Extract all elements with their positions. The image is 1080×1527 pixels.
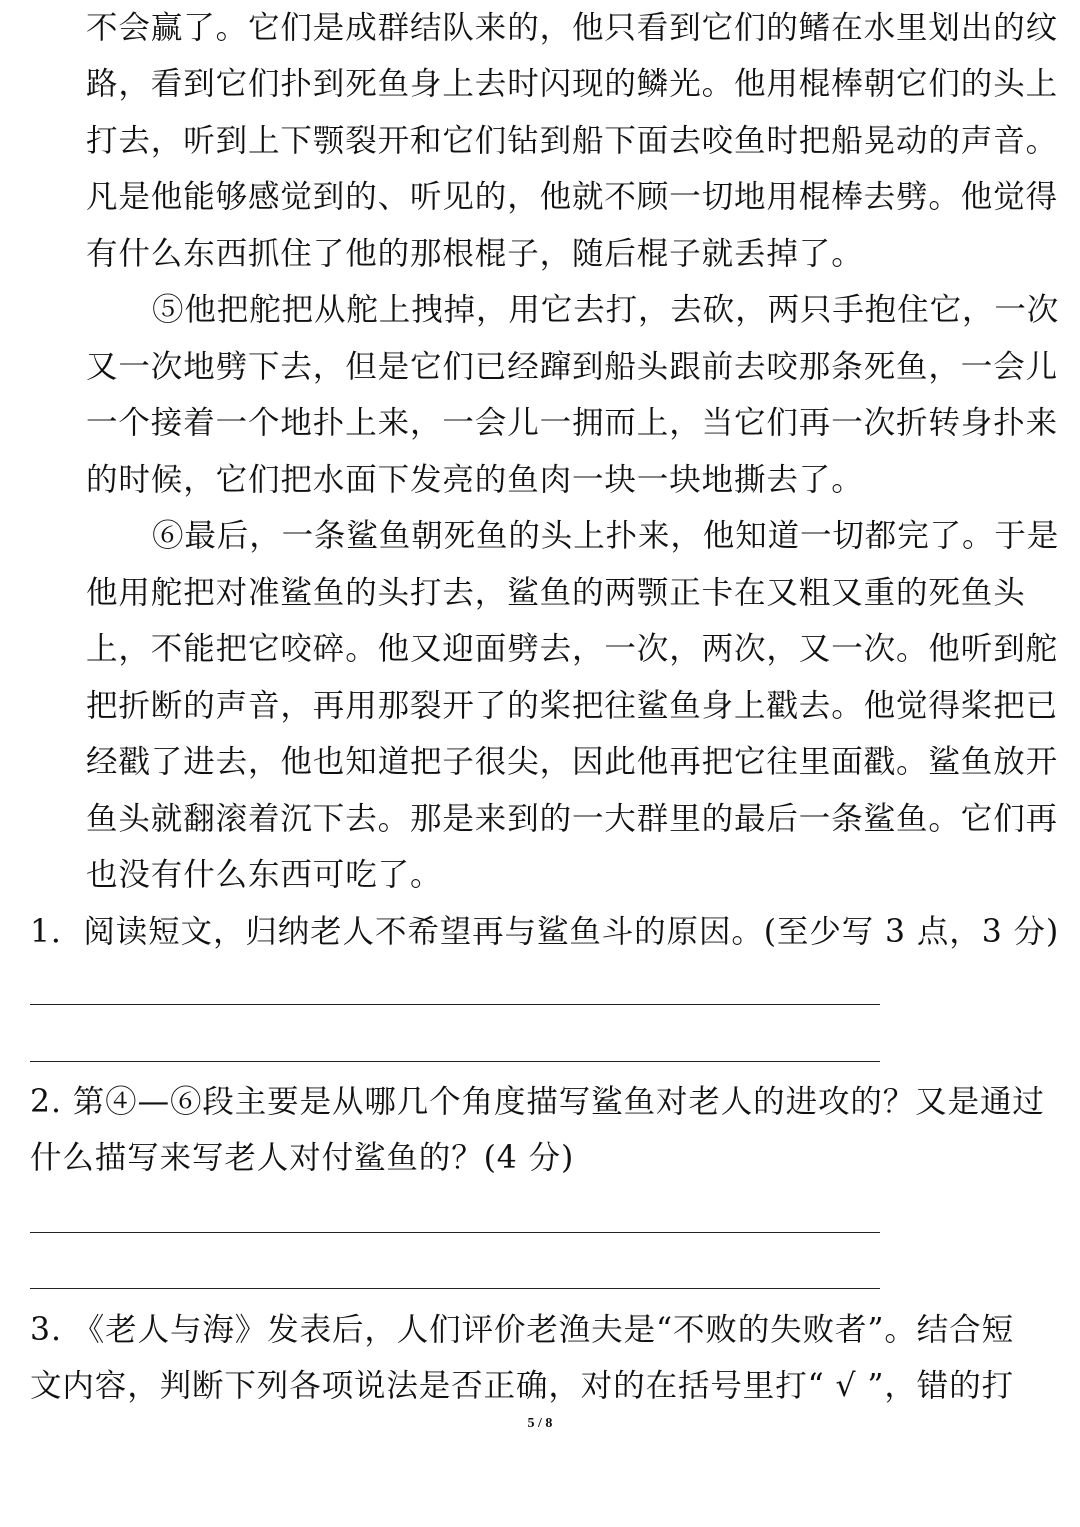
question-2-text: 2. 第④—⑥段主要是从哪几个角度描写鲨鱼对老人的进攻的？又是通过 [30,1084,1045,1120]
passage-line: 也没有什么东西可吃了。 [86,857,443,893]
passage-line: 不会赢了。它们是成群结队来的，他只看到它们的鳍在水里划出的纹 [86,10,1059,46]
page-number: 5 / 8 [527,1416,553,1431]
passage-line: 一个接着一个地扑上来，一会儿一拥而上，当它们再一次折转身扑来 [86,405,1059,441]
passage-line: 凡是他能够感觉到的、听见的，他就不顾一切地用棍棒去劈。他觉得 [86,179,1059,215]
passage-line: 把折断的声音，再用那裂开了的桨把往鲨鱼身上戳去。他觉得桨把已 [86,688,1059,724]
answer-line[interactable] [30,1004,880,1005]
passage-line: 又一次地劈下去，但是它们已经蹿到船头跟前去咬那条死鱼，一会儿 [86,349,1059,385]
answer-line[interactable] [30,1061,880,1062]
passage-line: 经戳了进去，他也知道把子很尖，因此他再把它往里面戳。鲨鱼放开 [86,744,1059,780]
passage-line: 上，不能把它咬碎。他又迎面劈去，一次，两次，又一次。他听到舵 [86,631,1059,667]
answer-line[interactable] [30,1288,880,1289]
passage-line: 他用舵把对准鲨鱼的头打去，鲨鱼的两颚正卡在又粗又重的死鱼头 [86,575,1026,611]
passage-line: 的时候，它们把水面下发亮的鱼肉一块一块地撕去了。 [86,462,864,498]
answer-line[interactable] [30,1232,880,1233]
passage-line: ⑤他把舵把从舵上拽掉，用它去打，去砍，两只手抱住它，一次 [152,292,1060,328]
passage-line: 鱼头就翻滚着沉下去。那是来到的一大群里的最后一条鲨鱼。它们再 [86,801,1059,837]
passage-line: 路，看到它们扑到死鱼身上去时闪现的鳞光。他用棍棒朝它们的头上 [86,66,1059,102]
question-1-text: 1．阅读短文，归纳老人不希望再与鲨鱼斗的原因。(至少写 3 点，3 分) [30,914,1060,950]
question-3-text: 文内容，判断下列各项说法是否正确，对的在括号里打“ √ ”，错的打 [30,1368,1015,1404]
question-2-text: 什么描写来写老人对付鲨鱼的？(4 分) [30,1140,575,1176]
passage-line: ⑥最后，一条鲨鱼朝死鱼的头上扑来，他知道一切都完了。于是 [152,518,1060,554]
passage-line: 打去，听到上下颚裂开和它们钻到船下面去咬鱼时把船晃动的声音。 [86,123,1059,159]
passage-line: 有什么东西抓住了他的那根棍子，随后棍子就丢掉了。 [86,236,864,272]
question-3-text: 3. 《老人与海》发表后，人们评价老渔夫是“不败的失败者”。结合短 [30,1312,1014,1348]
